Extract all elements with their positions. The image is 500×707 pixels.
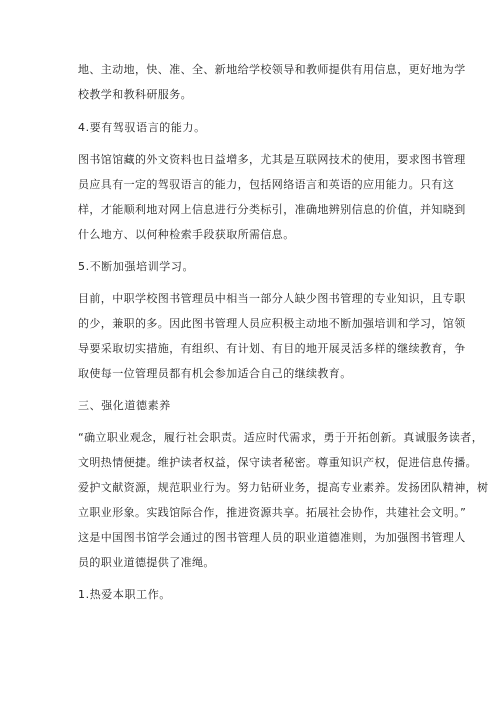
section-heading: 5.不断加强培训学习。 (78, 260, 195, 273)
section-heading: 4.要有驾驭语言的能力。 (78, 121, 206, 134)
paragraph-line: 的少，兼职的多。因此图书管理人员应积极主动地不断加强培训和学习，馆领 (78, 317, 466, 330)
paragraph-line: 员的职业道德提供了准绳。 (78, 556, 215, 569)
section-heading: 三、强化道德素养 (78, 399, 171, 412)
paragraph-line: 校教学和教科研服务。 (78, 88, 192, 101)
paragraph-line: 什么地方、以何种检索手段获取所需信息。 (78, 228, 295, 241)
paragraph-line: 这是中国图书馆学会通过的图书管理人员的职业道德准则，为加强图书管理人 (78, 531, 466, 544)
paragraph-line: 地、主动地，快、准、全、新地给学校领导和教师提供有用信息，更好地为学 (78, 63, 466, 76)
quote-line: 文明热情便捷。维护读者权益，保守读者秘密。尊重知识产权，促进信息传播。 (78, 456, 477, 469)
paragraph-line: 图书馆馆藏的外文资料也日益增多，尤其是互联网技术的使用，要求图书管理 (78, 153, 466, 166)
paragraph-line: 样，才能顺利地对网上信息进行分类标引，准确地辨别信息的价值，并知晓到 (78, 203, 466, 216)
paragraph-line: 目前，中职学校图书管理员中相当一部分人缺少图书管理的专业知识，且专职 (78, 292, 466, 305)
quote-line: 爱护文献资源，规范职业行为。努力钻研业务，提高专业素养。发扬团队精神，树 (78, 481, 489, 494)
quote-line: 立职业形象。实践馆际合作，推进资源共享。拓展社会协作，共建社会文明。” (78, 506, 467, 519)
paragraph-line: 取使每一位管理员都有机会参加适合自己的继续教育。 (78, 367, 352, 380)
paragraph-line: 导要采取切实措施，有组织、有计划、有目的地开展灵活多样的继续教育，争 (78, 342, 466, 355)
paragraph-line: 员应具有一定的驾驭语言的能力，包括网络语言和英语的应用能力。只有这 (78, 178, 455, 191)
section-heading: 1.热爱本职工作。 (78, 588, 171, 601)
quote-line: “确立职业观念，履行社会职责。适应时代需求，勇于开拓创新。真诚服务读者， (78, 431, 484, 444)
